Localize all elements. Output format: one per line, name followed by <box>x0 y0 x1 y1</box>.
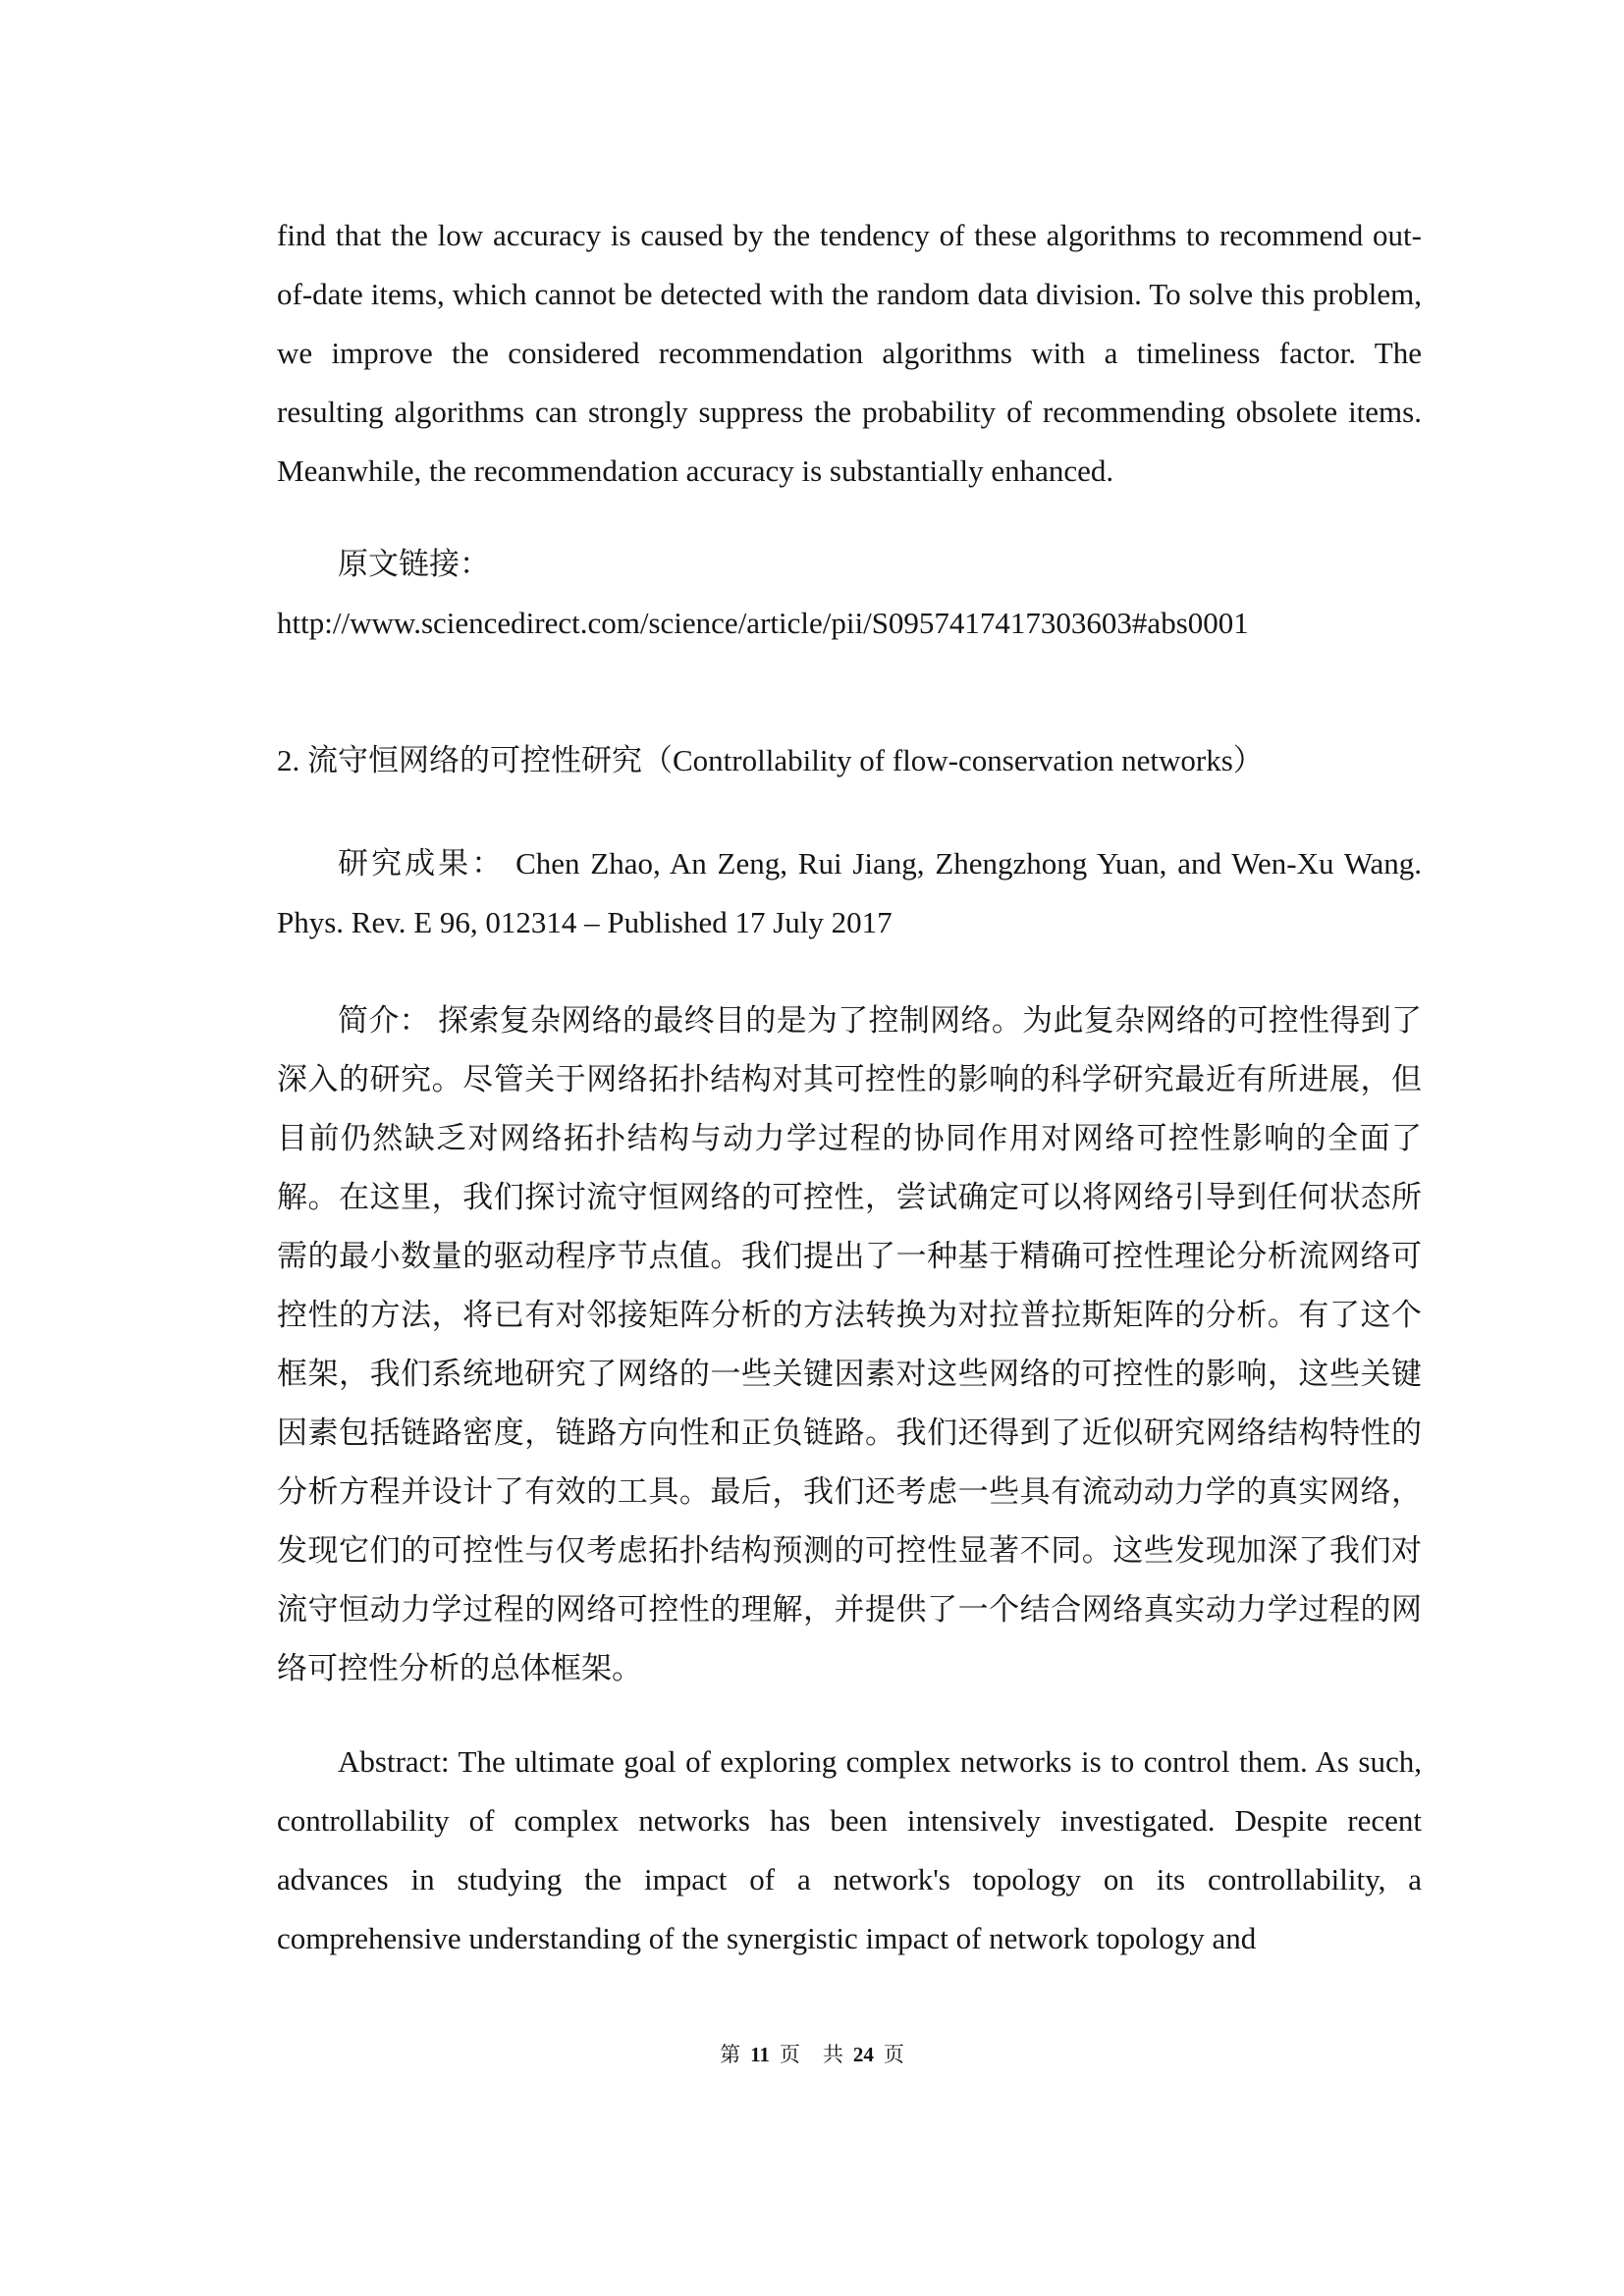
intro-label: 简介： <box>338 1003 430 1038</box>
research-result-text: Chen Zhao, An Zeng, Rui Jiang, Zhengzhong Yuan, and Wen-Xu Wang. Phys. Rev. E 96, 012314 – Published 17 July 2017 <box>277 846 1430 939</box>
source-link-url[interactable]: http://www.sciencedirect.com/science/article/pii/S0957417417303603#abs0001 <box>277 606 1249 640</box>
intro-paragraph <box>277 991 1422 1698</box>
section-heading: 2. 流守恒网络的可控性研究（Controllability of flow-conservation networks） <box>277 743 1264 777</box>
source-link-label: 原文链接： <box>338 547 490 581</box>
footer-label-ye-2: 页 <box>883 2043 904 2066</box>
footer-label-gong: 共 <box>822 2043 843 2066</box>
abstract-paragraph: Abstract: The ultimate goal of exploring complex networks is to control them. As such, controllability of complex networks has been intensively investigated. Despite recent advances in studying the impact of a network's topology on its controllability, a comprehensive understanding of the synergistic impact of network topology and <box>277 1744 1430 1955</box>
footer-total-pages: 24 <box>852 2043 874 2066</box>
research-result-label: 研究成果： <box>338 846 506 881</box>
footer-label-di: 第 <box>720 2043 741 2066</box>
footer-current-page-number: 11 <box>750 2043 770 2066</box>
continuation-paragraph: find that the low accuracy is caused by the tendency of these algorithms to recommend out-of-date items, which cannot be detected with the random data division. To solve this problem, we improve the considered recommendation algorithms with a timeliness factor. The resulting algorithms can strongly suppress the probability of recommending obsolete items. Meanwhile, the recommendation accuracy is substantially enhanced. <box>277 218 1430 488</box>
intro-text: 探索复杂网络的最终目的是为了控制网络。为此复杂网络的可控性得到了深入的研究。尽管关于网络拓扑结构对其可控性的影响的科学研究最近有所进展，但目前仍然缺乏对网络拓扑结构与动力学过程的协同作用对网络可控性影响的全面了解。在这里，我们探讨流守恒网络的可控性，尝试确定可以将网络引导到任何状态所需的最小数量的驱动程序节点值。我们提出了一种基于精确可控性理论分析流网络可控性的方法，将已有对邻接矩阵分析的方法转换为对拉普拉斯矩阵的分析。有了这个框架，我们系统地研究了网络的一些关键因素对这些网络的可控性的影响，这些关键因素包括链路密度，链路方向性和正负链路。我们还得到了近似研究网络结构特性的分析方程并设计了有效的工具。最后，我们还考虑一些具有流动动力学的真实网络，发现它们的可控性与仅考虑拓扑结构预测的可控性显著不同。这些发现加深了我们对流守恒动力学过程的网络可控性的理解，并提供了一个结合网络真实动力学过程的网络可控性分析的总体框架。 <box>277 1003 1423 1685</box>
footer-label-ye-1: 页 <box>779 2043 800 2066</box>
page-number-footer <box>0 2040 1624 2069</box>
document-body <box>277 206 1430 1968</box>
research-result-paragraph <box>277 834 1430 952</box>
